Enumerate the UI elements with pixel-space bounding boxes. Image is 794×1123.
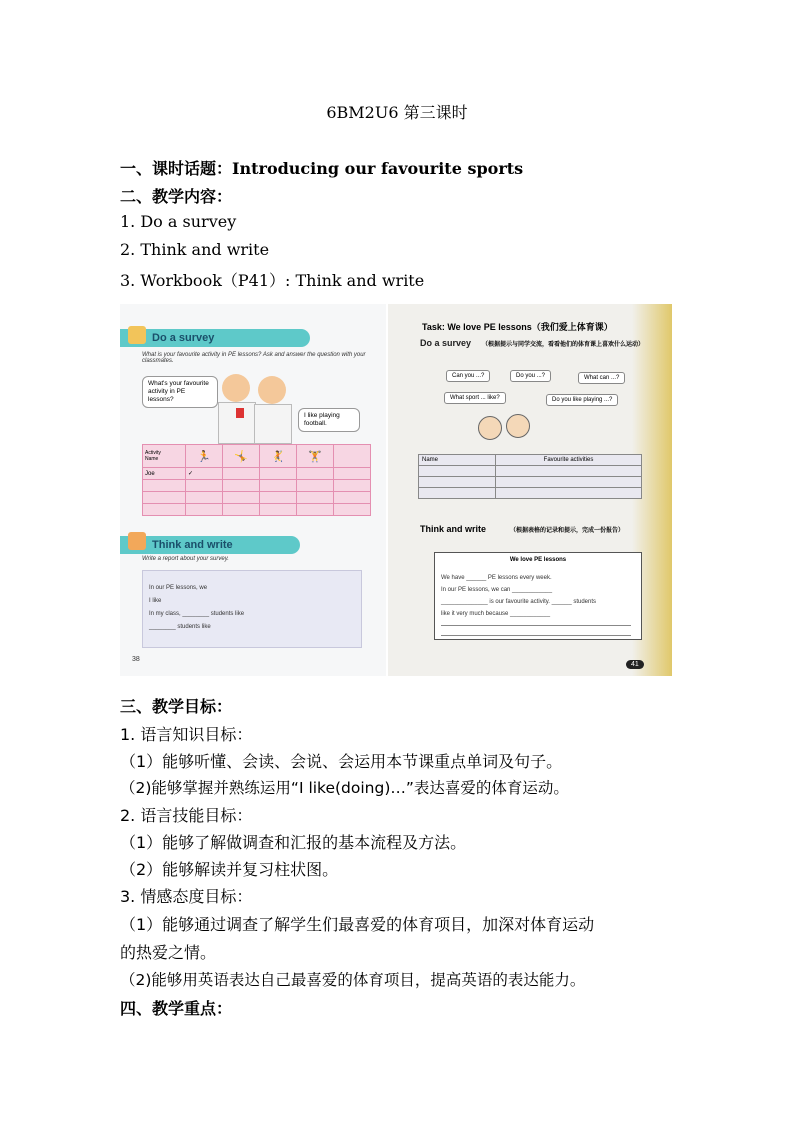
speech-bubble-question: What's your favourite activity in PE lessons? [142, 376, 218, 408]
card-title: We love PE lessons [509, 557, 567, 563]
objective-2-1: （1）能够了解做调查和汇报的基本流程及方法。 [120, 833, 467, 852]
kicking-icon: 🤾 [260, 445, 297, 468]
key-points-heading: 四、教学重点： [120, 999, 233, 1018]
think-heading: Think and write [420, 524, 487, 534]
workbook-page-41 [388, 304, 672, 676]
prompt-4: What sport ... like? [444, 392, 506, 404]
header-name: Name [419, 455, 496, 466]
prompt-3: What can ...? [578, 372, 625, 384]
objective-1-1: （1）能够听懂、会读、会说、会运用本节课重点单词及句子。 [120, 752, 563, 771]
objective-1: 1. 语言知识目标： [120, 725, 253, 744]
card-line-3: ______________ is our favourite activity. ______ students [441, 599, 596, 605]
think-cn: （根据表格的记录和提示，完成一份报告） [510, 528, 625, 534]
textbook-page-38 [120, 304, 386, 676]
page-number: 41 [626, 660, 644, 669]
survey-table [142, 444, 371, 516]
objective-3: 3. 情感态度目标： [120, 887, 253, 906]
page-number: 38 [132, 656, 140, 663]
objective-2-2: （2）能够解读并复习柱状图。 [120, 860, 339, 879]
objective-3-1: （1）能够通过调查了解学生们最喜爱的体育项目，加深对体育运动 [120, 915, 595, 934]
throwing-icon: 🏋 [297, 445, 334, 468]
objective-1-2: （2)能够掌握并熟练运用“I like(doing)…”表达喜爱的体育运动。 [120, 779, 569, 797]
think-instruction: Write a report about your survey. [142, 556, 229, 562]
header-name: Name [145, 456, 159, 462]
card-line-1: We have ______ PE lessons every week. [441, 575, 552, 581]
report-card [434, 552, 642, 640]
survey-cn: （根据提示与同学交流，看看他们的体育课上喜欢什么运动） [482, 342, 645, 348]
clipboard-icon [128, 326, 146, 344]
card-line-4: like it very much because ____________ [441, 611, 551, 617]
girl-body-icon [254, 404, 292, 444]
report-box [142, 570, 362, 648]
header-activity: Activity [145, 450, 161, 456]
child-head-icon-2 [506, 414, 530, 438]
report-line-2: I like [149, 598, 162, 604]
favourite-table [418, 454, 642, 499]
red-scarf-icon [236, 408, 244, 418]
topic-line: 一、课时话题：Introducing our favourite sports [120, 159, 524, 178]
child-head-icon [478, 416, 502, 440]
prompt-2: Do you ...? [510, 370, 551, 382]
task-title: Task: We love PE lessons（我们爱上体育课） [422, 322, 613, 332]
objective-3-2: （2)能够用英语表达自己最喜爱的体育项目，提高英语的表达能力。 [120, 971, 586, 989]
report-line-3: In my class, ________ students like [149, 611, 245, 617]
content-item-1: 1. Do a survey [120, 212, 237, 231]
survey-heading: Do a survey [420, 338, 472, 348]
header-favourite: Favourite activities [496, 455, 642, 466]
content-item-3: 3. Workbook（P41）: Think and write [120, 271, 425, 290]
card-line-2: In our PE lessons, we can ____________ [441, 587, 553, 593]
think-banner: Think and write [120, 536, 300, 554]
objectives-heading: 三、教学目标： [120, 697, 233, 716]
content-heading: 二、教学内容： [120, 187, 233, 206]
write-line [441, 627, 631, 636]
write-line [441, 617, 631, 626]
objective-2: 2. 语言技能目标： [120, 806, 253, 825]
pencil-icon [128, 532, 146, 550]
report-line-4: ________ students like [149, 624, 211, 630]
doc-title: 6BM2U6 第三课时 [326, 103, 468, 122]
survey-instruction: What is your favourite activity in PE lessons? Ask and answer the question with your classmates. [142, 352, 366, 364]
content-item-2: 2. Think and write [120, 240, 270, 259]
check-mark: ✓ [186, 468, 223, 480]
jumping-icon: 🤸 [223, 445, 260, 468]
boy-head-icon [222, 374, 250, 402]
girl-head-icon [258, 376, 286, 404]
row-name: Joe [143, 468, 186, 480]
objective-3-1-cont: 的热爱之情。 [120, 943, 217, 962]
prompt-1: Can you ...? [446, 370, 490, 382]
speech-bubble-answer: I like playing football. [298, 408, 360, 432]
survey-banner: Do a survey [120, 329, 310, 347]
prompt-5: Do you like playing ...? [546, 394, 618, 406]
report-line-1: In our PE lessons, we [149, 585, 208, 591]
running-icon: 🏃 [186, 445, 223, 468]
